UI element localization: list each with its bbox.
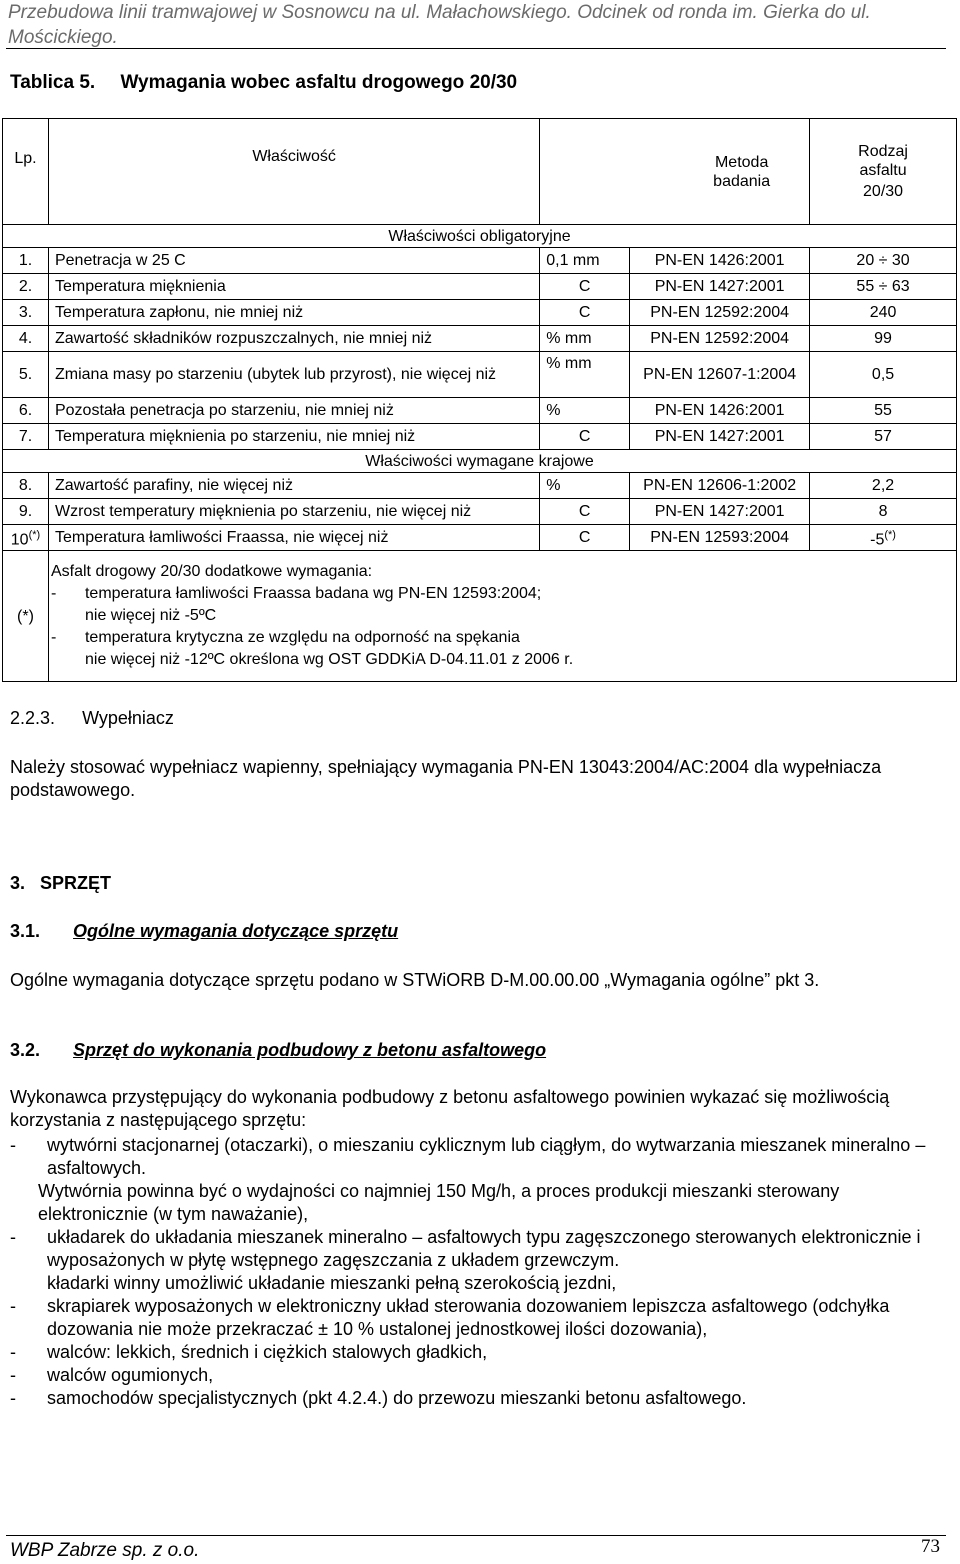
row-method: PN-EN 12592:2004 [630,300,810,326]
row-lp: 1. [3,248,49,274]
row-unit: % [540,473,630,499]
row-property: Zmiana masy po starzeniu (ubytek lub przyrost), nie więcej niż [48,352,539,398]
row-value: 20 ÷ 30 [810,248,957,274]
table-row [3,248,957,274]
header-property: Właściwość [48,119,539,225]
table-row [3,352,957,398]
row-lp-footnote-mark: (*) [28,528,41,541]
section-mandatory-label: Właściwości obligatoryjne [3,225,957,248]
footnote-dash: - [50,585,57,602]
row-value: 99 [810,326,957,352]
section-national-label: Właściwości wymagane krajowe [3,450,957,473]
row-property: Temperatura zapłonu, nie mniej niż [48,300,539,326]
header-asphalt-type [810,119,957,225]
list-marker: - [10,1296,16,1316]
section-row-mandatory [3,225,957,248]
footnote-item-2 [51,627,950,649]
row-unit: % mm [540,352,630,398]
row-method: PN-EN 1427:2001 [630,499,810,525]
section-32-number: 3.2. [10,1040,41,1060]
row-property: Wzrost temperatury mięknienia po starzeniu, nie więcej niż [48,499,539,525]
list-item-text: układarek do układania mieszanek mineralno – asfaltowych typu zagęszczonego sterowanych elektronicznie i wyposażonych w płytę wstępnego zagęszczania z układem grzewczym. [47,1227,921,1270]
footnote-item-1-line-1: temperatura łamliwości Fraassa badana wg PN-EN 12593:2004; [84,585,542,602]
row-method: PN-EN 12607-1:2004 [630,352,810,398]
header-lp: Lp. [3,119,49,225]
list-item-text: kładarki winny umożliwić układanie mieszanki pełną szerokością jezdni, [47,1273,617,1293]
list-marker: - [10,1342,16,1362]
row-method: PN-EN 12606-1:2002 [630,473,810,499]
list-item [10,1272,940,1295]
row-unit: % mm [540,326,630,352]
table-row [3,525,957,551]
row-lp [3,525,49,551]
header-asphalt-grade: 20/30 [863,183,904,200]
footer-divider [6,1535,946,1536]
row-method: PN-EN 1427:2001 [630,274,810,300]
row-property: Temperatura mięknienia [48,274,539,300]
section-32-heading [10,1040,546,1061]
list-item [10,1341,940,1364]
row-lp: 2. [3,274,49,300]
table-row [3,424,957,450]
list-item [10,1226,940,1272]
list-item [10,1364,940,1387]
row-value: 55 [810,398,957,424]
table-row [3,274,957,300]
footer-page-number: 73 [921,1536,940,1557]
asphalt-requirements-table [2,118,957,682]
row-value: 0,5 [810,352,957,398]
list-marker: - [10,1388,16,1408]
list-item-text: walców: lekkich, średnich i ciężkich stalowych gładkich, [47,1342,488,1362]
footnote-text [48,551,956,682]
header-asphalt-type-label: Rodzaj asfaltu [858,143,908,179]
row-method: PN-EN 12592:2004 [630,326,810,352]
list-item-text: wytwórni stacjonarnej (otaczarki), o mieszaniu cyklicznym lub ciągłym, do wytwarzania mieszanek mineralno – asfaltowych. [47,1135,926,1178]
footnote-marker: (*) [3,551,49,682]
table-caption [10,72,517,94]
row-value: 240 [810,300,957,326]
section-3-title: SPRZĘT [40,873,112,893]
section-3-number: 3. [10,873,26,893]
section-32-intro: Wykonawca przystępujący do wykonania podbudowy z betonu asfaltowego powinien wykazać się możliwością korzystania z następującego sprzętu: [10,1087,890,1130]
table-caption-label: Tablica 5. [10,72,96,93]
list-item-text: Wytwórnia powinna być o wydajności co najmniej 150 Mg/h, a proces produkcji mieszanki sterowany elektronicznie (w tym naważanie), [38,1181,840,1224]
footnote-item-1-line-2: nie więcej niż -5ºC [84,607,217,624]
list-item-text: walców ogumionych, [47,1365,214,1385]
section-row-national [3,450,957,473]
footnote-row [3,551,957,682]
table-caption-title: Wymagania wobec asfaltu drogowego 20/30 [120,72,518,93]
list-item [10,1295,940,1341]
footnote-intro: Asfalt drogowy 20/30 dodatkowe wymagania: [50,563,373,580]
row-lp: 6. [3,398,49,424]
table-row [3,499,957,525]
section-223-paragraph: Należy stosować wypełniacz wapienny, spełniający wymagania PN-EN 13043:2004/AC:2004 dla wypełniacza podstawowego. [10,757,882,800]
row-unit: 0,1 mm [540,248,630,274]
row-method: PN-EN 1426:2001 [630,248,810,274]
row-method: PN-EN 12593:2004 [630,525,810,551]
list-marker: - [10,1227,16,1247]
row-value: 55 ÷ 63 [810,274,957,300]
row-method: PN-EN 1427:2001 [630,424,810,450]
row-unit: C [540,525,630,551]
section-32-title: Sprzęt do wykonania podbudowy z betonu asfaltowego [73,1040,547,1060]
row-unit: C [540,499,630,525]
footer-company: WBP Zabrze sp. z o.o. [10,1540,200,1561]
list-item-text: skrapiarek wyposażonych w elektroniczny układ sterowania dozowaniem lepiszcza asfaltowego (odchyłka dozowania nie może przekraczać ± 10 % ustalonej jednostkowej ilości dozowania), [47,1296,890,1339]
section-31-paragraph: Ogólne wymagania dotyczące sprzętu podano w STWiORB D-M.00.00.00 „Wymagania ogólne” pkt 3. [10,970,820,990]
section-31-number: 3.1. [10,921,41,941]
row-method: PN-EN 1426:2001 [630,398,810,424]
section-223-number: 2.2.3. [10,708,56,728]
row-unit: C [540,300,630,326]
table-row [3,398,957,424]
row-property: Penetracja w 25 C [48,248,539,274]
footnote-item-2-line-1: temperatura krytyczna ze względu na odporność na spękania [84,629,520,646]
section-31-title: Ogólne wymagania dotyczące sprzętu [73,921,399,941]
document-header-title: Przebudowa linii tramwajowej w Sosnowcu na ul. Małachowskiego. Odcinek od ronda im. Gierka do ul. Mościckiego. [8,2,871,48]
row-value-footnote-mark: (*) [884,528,896,541]
header-method [540,119,810,225]
row-lp: 8. [3,473,49,499]
row-property: Zawartość składników rozpuszczalnych, nie mniej niż [48,326,539,352]
row-lp: 3. [3,300,49,326]
row-unit: % [540,398,630,424]
row-lp: 7. [3,424,49,450]
footnote-dash: - [50,629,57,646]
list-marker: - [10,1135,16,1155]
row-lp: 4. [3,326,49,352]
row-unit: C [540,424,630,450]
table-row [3,326,957,352]
section-223-heading [10,708,174,729]
header-method-text: Metoda badania [713,153,771,190]
list-item [10,1180,940,1226]
list-item-text: samochodów specjalistycznych (pkt 4.2.4.) do przewozu mieszanki betonu asfaltowego. [47,1388,747,1408]
row-value-number: -5 [870,531,885,549]
row-property: Pozostała penetracja po starzeniu, nie mniej niż [48,398,539,424]
table-header-row [3,119,957,225]
section-31-heading [10,921,398,942]
list-item [10,1134,940,1180]
row-value: 2,2 [810,473,957,499]
row-property: Temperatura mięknienia po starzeniu, nie mniej niż [48,424,539,450]
row-value: 8 [810,499,957,525]
row-property: Zawartość parafiny, nie więcej niż [48,473,539,499]
header-divider [6,48,946,49]
table-row [3,300,957,326]
row-lp-number: 10 [10,531,29,549]
footnote-item-2-line-2: nie więcej niż -12ºC określona wg OST GDDKiA D-04.11.01 z 2006 r. [84,651,574,668]
table-row [3,473,957,499]
section-3-heading [10,873,111,894]
row-value: 57 [810,424,957,450]
equipment-list [10,1134,940,1410]
row-value [810,525,957,551]
list-marker: - [10,1365,16,1385]
row-lp: 9. [3,499,49,525]
row-lp: 5. [3,352,49,398]
footnote-item-1 [51,583,950,605]
section-223-title: Wypełniacz [82,708,174,728]
row-unit: C [540,274,630,300]
row-property: Temperatura łamliwości Fraassa, nie więcej niż [48,525,539,551]
list-item [10,1387,940,1410]
